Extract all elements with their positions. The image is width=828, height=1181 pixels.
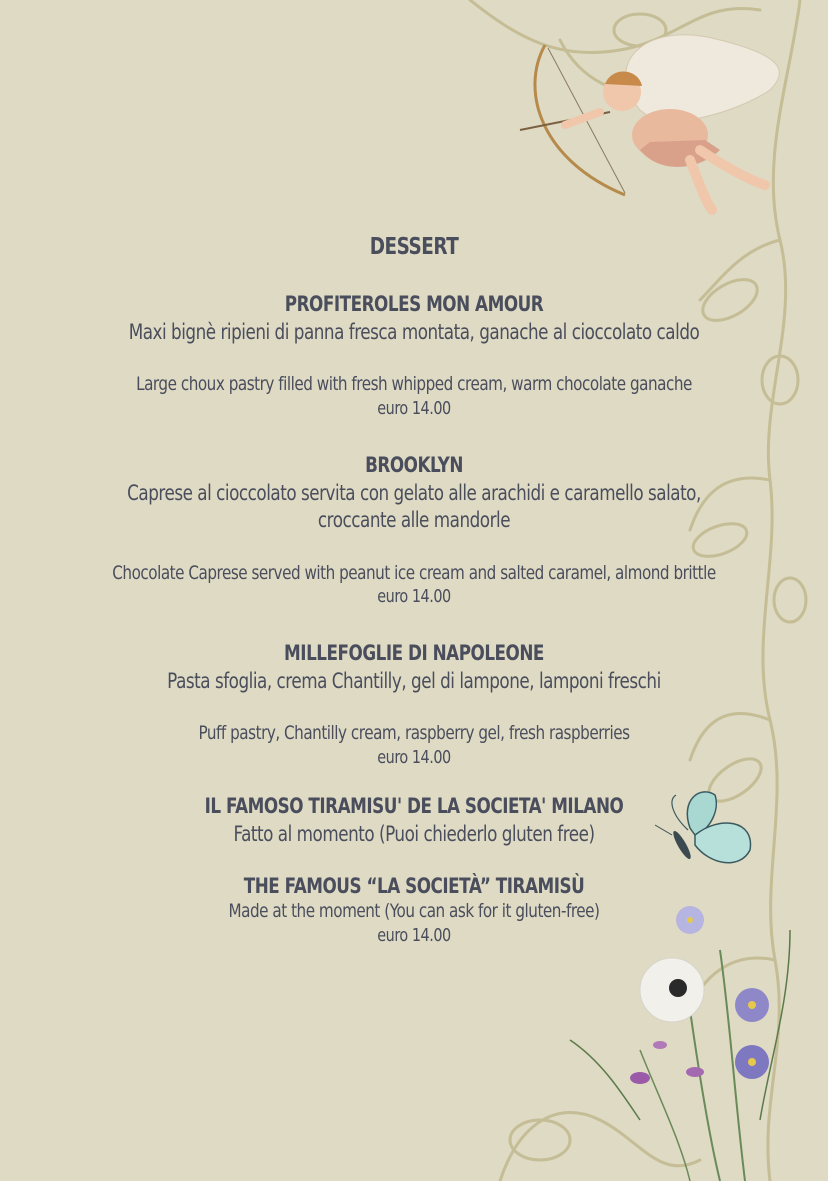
item-description-it: Maxi bignè ripieni di panna fresca montata, ganache al cioccolato caldo (128, 320, 700, 344)
item-name: IL FAMOSO TIRAMISU' DE LA SOCIETA' MILANO (204, 794, 624, 818)
item-price: euro 14.00 (377, 925, 451, 946)
item-name: PROFITEROLES MON AMOUR (284, 292, 544, 316)
item-description-en: Chocolate Caprese served with peanut ice cream and salted caramel, almond brittle (112, 562, 716, 584)
item-description-it: Caprese al cioccolato servita con gelato alle arachidi e caramello salato, (127, 481, 701, 505)
section-title: DESSERT (369, 234, 459, 260)
item-description-en: Made at the moment (You can ask for it gluten-free) (228, 900, 600, 922)
item-name: BROOKLYN (365, 453, 463, 477)
item-description-en: Large choux pastry filled with fresh whipped cream, warm chocolate ganache (136, 373, 692, 395)
item-price: euro 14.00 (377, 586, 451, 607)
item-description-it: Fatto al momento (Puoi chiederlo gluten free) (233, 822, 595, 846)
item-description-en: Puff pastry, Chantilly cream, raspberry gel, fresh raspberries (198, 722, 630, 744)
item-price: euro 14.00 (377, 747, 451, 768)
item-description-it: Pasta sfoglia, crema Chantilly, gel di lampone, lamponi freschi (167, 669, 661, 693)
item-price: euro 14.00 (377, 398, 451, 419)
item-name-en: THE FAMOUS “LA SOCIETÀ” TIRAMISÙ (243, 874, 585, 898)
item-name: MILLEFOGLIE DI NAPOLEONE (284, 641, 544, 665)
item-description-it: croccante alle mandorle (317, 508, 511, 532)
